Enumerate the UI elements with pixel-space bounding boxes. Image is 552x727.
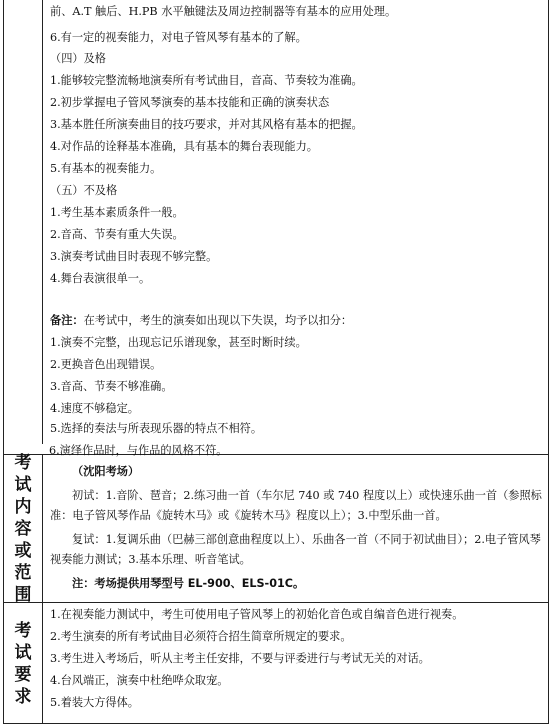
section-heading-fail: （五）不及格 [50, 184, 118, 197]
venue-title: （沈阳考场） [72, 465, 140, 478]
deduction-item-last: 6.演绎作品时，与作品的风格不符。 [49, 444, 228, 457]
requirement-item: 5.着装大方得体。 [50, 696, 139, 709]
label-char: 容 [14, 518, 32, 539]
requirements-body [42, 603, 548, 724]
grading-line: 3.演奏考试曲目时表现不够完整。 [50, 250, 218, 263]
grading-line: 1.考生基本素质条件一般。 [50, 206, 184, 219]
label-char: 或 [14, 540, 32, 561]
exam-content-label [15, 452, 32, 606]
grading-line: 2.音高、节奏有重大失误。 [50, 228, 184, 241]
grading-line: 1.能够较完整流畅地演奏所有考试曲目，音高、节奏较为准确。 [50, 74, 363, 87]
exam-content-body [42, 455, 548, 602]
grading-line: 2.初步掌握电子管风琴演奏的基本技能和正确的演奏状态 [50, 96, 330, 109]
label-char: 内 [14, 496, 32, 517]
deduction-note-label: 备注： [50, 314, 84, 327]
label-char: 求 [14, 686, 32, 707]
requirement-item: 1.在视奏能力测试中，考生可使用电子管风琴上的初始化音色或自编音色进行视奏。 [50, 608, 464, 621]
deduction-item: 4.速度不够稳定。 [50, 402, 139, 415]
grading-row [4, 0, 548, 444]
instrument-note: 注：考场提供用琴型号 EL-900、ELS-01C。 [72, 577, 305, 590]
grading-line: 3.基本胜任所演奏曲目的技巧要求，并对其风格有基本的把握。 [50, 118, 363, 131]
requirements-label-cell [4, 603, 43, 724]
grading-line: 前、A.T 触后、H.PB 水平触键法及周边控制器等有基本的应用处理。 [50, 5, 397, 18]
label-char: 试 [14, 642, 32, 663]
label-char: 考 [14, 620, 32, 641]
requirements-row [4, 602, 548, 724]
exam-content-row [4, 452, 548, 605]
deduction-item: 5.选择的奏法与所表现乐器的特点不相符。 [50, 422, 263, 435]
exam-content-label-cell [4, 452, 43, 605]
label-char: 考 [14, 452, 32, 473]
initial-exam-text: 初试：1.音阶、琶音；2.练习曲一首（车尔尼 740 或 740 程度以上）或快速乐曲一首（参照标准：电子管风琴作品《旋转木马》或《旋转木马》程度以上）；3.中型乐曲一首。 [50, 489, 542, 522]
section-heading-pass: （四）及格 [50, 52, 106, 65]
grading-line: 4.对作品的诠释基本准确，具有基本的舞台表现能力。 [50, 140, 318, 153]
requirements-label [15, 620, 32, 708]
grading-row-content [42, 0, 548, 444]
deduction-item: 3.音高、节奏不够准确。 [50, 380, 173, 393]
label-char: 试 [14, 474, 32, 495]
requirement-item: 2.考生演奏的所有考试曲目必须符合招生简章所规定的要求。 [50, 630, 352, 643]
label-char: 要 [14, 664, 32, 685]
retest-text: 复试：1.复调乐曲（巴赫三部创意曲程度以上）、乐曲各一首（不同于初试曲目）；2.电子管风琴视奏能力测试；3.基本乐理、听音笔试。 [50, 533, 541, 566]
grading-line: 4.舞台表演很单一。 [50, 272, 151, 285]
grading-line: 6.有一定的视奏能力，对电子管风琴有基本的了解。 [50, 31, 307, 44]
grading-row-label-cell [4, 0, 43, 444]
deduction-note-text: 在考试中，考生的演奏如出现以下失误，均予以扣分： [83, 314, 353, 327]
deduction-note [50, 314, 542, 328]
deduction-item: 2.更换音色出现错误。 [50, 358, 162, 371]
grading-line: 5.有基本的视奏能力。 [50, 162, 162, 175]
exam-table [3, 0, 549, 724]
requirement-item: 3.考生进入考场后，听从主考主任安排，不要与评委进行与考试无关的对话。 [50, 652, 430, 665]
requirement-item: 4.台风端正，演奏中杜绝哗众取宠。 [50, 674, 229, 687]
deduction-item: 1.演奏不完整，出现忘记乐谱现象，甚至时断时续。 [50, 336, 307, 349]
label-char: 围 [14, 584, 32, 605]
label-char: 范 [14, 562, 32, 583]
